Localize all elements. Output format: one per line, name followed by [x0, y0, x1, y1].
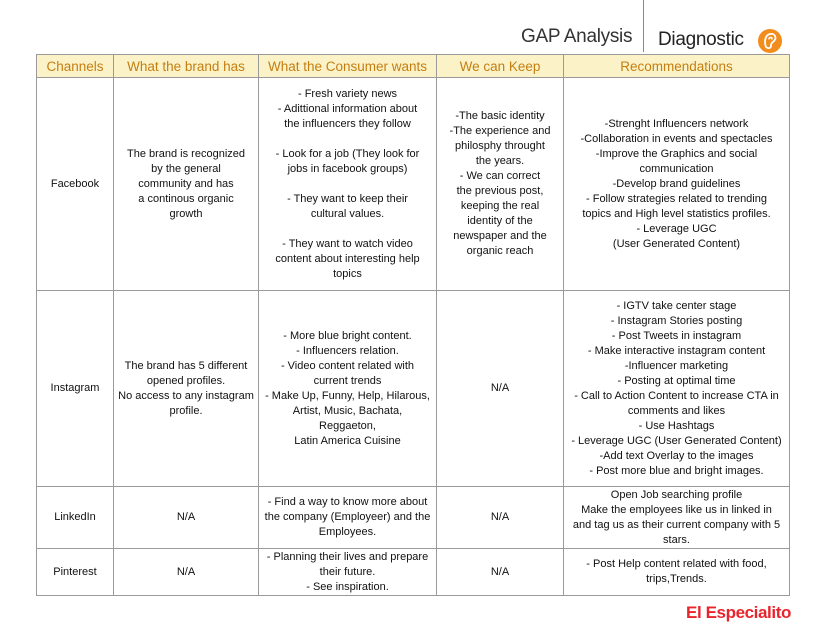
cell-line: Artist, Music, Bachata, Reggaeton, [292, 404, 403, 432]
cell-line: - Post Tweets in instagram [611, 329, 742, 342]
cell-line: the previous post, [456, 185, 544, 197]
consumer-wants-cell [259, 549, 437, 596]
cell-line: Make the employees like us in linked in [581, 503, 772, 516]
header-divider [643, 0, 644, 52]
cell-line: topics and High level statistics profiles. [582, 207, 771, 220]
brand-has-cell [114, 549, 259, 596]
cell-line: by the general [151, 162, 221, 175]
cell-line: N/A [490, 511, 510, 523]
col-header-brand-has: What the brand has [114, 55, 259, 78]
brand-logo-text: El Especialito [686, 603, 791, 622]
cell-line: -The experience and [449, 125, 551, 137]
page-subtitle: Diagnostic [658, 29, 744, 50]
we-can-keep-cell [437, 78, 564, 291]
cell-line: - Posting at optimal time [617, 374, 736, 387]
cell-line: -The basic identity [455, 110, 545, 122]
cell-line: Employees. [318, 526, 377, 538]
recommendations-cell [564, 78, 790, 291]
cell-line: their future. [319, 565, 376, 578]
ear-icon [757, 27, 783, 55]
channel-cell: LinkedIn [37, 487, 114, 549]
cell-line: - Leverage UGC (User Generated Content) [571, 434, 782, 447]
we-can-keep-cell [437, 487, 564, 549]
consumer-wants-cell [259, 487, 437, 549]
cell-line: jobs in facebook groups) [287, 162, 408, 175]
cell-line: - Find a way to know more about [267, 496, 428, 508]
cell-line: - Look for a job (They look for [275, 147, 420, 160]
we-can-keep-cell [437, 549, 564, 596]
recommendations-cell [564, 291, 790, 487]
cell-line: The brand has 5 different [124, 359, 248, 372]
cell-line: cultural values. [310, 207, 385, 220]
cell-line: - Influencers relation. [296, 344, 399, 357]
cell-line: N/A [176, 565, 196, 578]
cell-line: - Leverage UGC [636, 222, 717, 235]
cell-line: the company (Employeer) and the [264, 511, 431, 523]
cell-line: - Planning their lives and prepare [266, 550, 429, 563]
cell-line: current trends [313, 374, 382, 387]
cell-line: -Strenght Influencers network [604, 117, 749, 130]
cell-line: - Post more blue and bright images. [589, 464, 764, 477]
cell-line: - Adittional information about [277, 102, 418, 115]
cell-line: -Collaboration in events and spectacles [580, 132, 773, 145]
cell-line: - Use Hashtags [638, 419, 715, 432]
cell-line: - More blue bright content. [283, 329, 412, 342]
cell-line: comments and likes [627, 404, 726, 417]
channel-cell: Instagram [37, 291, 114, 487]
col-header-channels: Channels [37, 55, 114, 78]
channel-cell: Pinterest [37, 549, 114, 596]
brand-has-cell [114, 78, 259, 291]
channel-cell: Facebook [37, 78, 114, 291]
recommendations-cell [564, 549, 790, 596]
brand-has-cell [114, 487, 259, 549]
cell-line: and tag us as their current company with 5 [572, 518, 781, 531]
cell-line: a continous organic [138, 192, 234, 205]
cell-line: - Call to Action Content to increase CTA in [574, 389, 779, 402]
cell-line: -Influencer marketing [624, 359, 729, 372]
cell-line: - Make Up, Funny, Help, Hilarous, [265, 389, 430, 402]
cell-line: topics [333, 267, 362, 280]
col-header-consumer-wants: What the Consumer wants [259, 55, 437, 78]
cell-line: N/A [490, 565, 510, 578]
cell-line: philosphy throught [455, 140, 545, 152]
cell-line: Open Job searching profile [610, 488, 743, 501]
cell-line: - Fresh variety news [297, 87, 398, 100]
cell-line: profile. [169, 404, 203, 417]
cell-line: Latin America Cuisine [294, 434, 401, 447]
cell-line: - See inspiration. [306, 580, 389, 593]
cell-line: growth [169, 207, 203, 220]
consumer-wants-cell [259, 291, 437, 487]
cell-line: N/A [176, 511, 196, 523]
cell-line: content about interesting help [275, 252, 420, 265]
cell-line: - They want to watch video [282, 237, 413, 250]
cell-line: - Make interactive instagram content [587, 344, 766, 357]
table-row-linkedin [37, 487, 790, 549]
table-row-pinterest [37, 549, 790, 596]
cell-line: organic reach [466, 245, 534, 257]
gap-analysis-table [36, 54, 790, 596]
cell-line [263, 177, 432, 192]
cell-line: The brand is recognized [126, 147, 245, 160]
cell-line: -Develop brand guidelines [612, 177, 741, 190]
cell-line: trips,Trends. [646, 573, 707, 585]
cell-line [263, 222, 432, 237]
cell-line: keeping the real [460, 200, 540, 212]
cell-line: newspaper and the [453, 230, 547, 242]
cell-line: No access to any instagram [118, 389, 254, 402]
cell-line: (User Generated Content) [612, 237, 741, 250]
cell-line: - Video content related with [280, 359, 415, 372]
cell-line: stars. [663, 533, 690, 546]
cell-line: - They want to keep their [287, 192, 408, 205]
page-title: GAP Analysis [521, 26, 633, 47]
col-header-we-can-keep: We can Keep [437, 55, 564, 78]
cell-line: identity of the [467, 215, 533, 227]
we-can-keep-cell [437, 291, 564, 487]
cell-line: -Add text Overlay to the images [599, 449, 754, 462]
table-header-row [37, 55, 790, 78]
cell-line: - Follow strategies related to trending [586, 192, 767, 205]
cell-line: N/A [490, 382, 510, 394]
consumer-wants-cell [259, 78, 437, 291]
cell-line: - Instagram Stories posting [610, 314, 743, 327]
table-row-instagram [37, 291, 790, 487]
cell-line: -Improve the Graphics and social [595, 147, 758, 160]
cell-line: communication [639, 162, 714, 175]
cell-line: the years. [475, 155, 525, 167]
col-header-recommendations: Recommendations [564, 55, 790, 78]
cell-line [263, 132, 432, 147]
cell-line: opened profiles. [146, 374, 226, 387]
cell-line: - IGTV take center stage [616, 299, 737, 312]
cell-line: - Post Help content related with food, [586, 558, 767, 570]
brand-has-cell [114, 291, 259, 487]
table-row-facebook [37, 78, 790, 291]
cell-line: the influencers they follow [284, 117, 411, 130]
recommendations-cell [564, 487, 790, 549]
cell-line: community and has [138, 177, 234, 190]
cell-line: - We can correct [459, 170, 541, 182]
